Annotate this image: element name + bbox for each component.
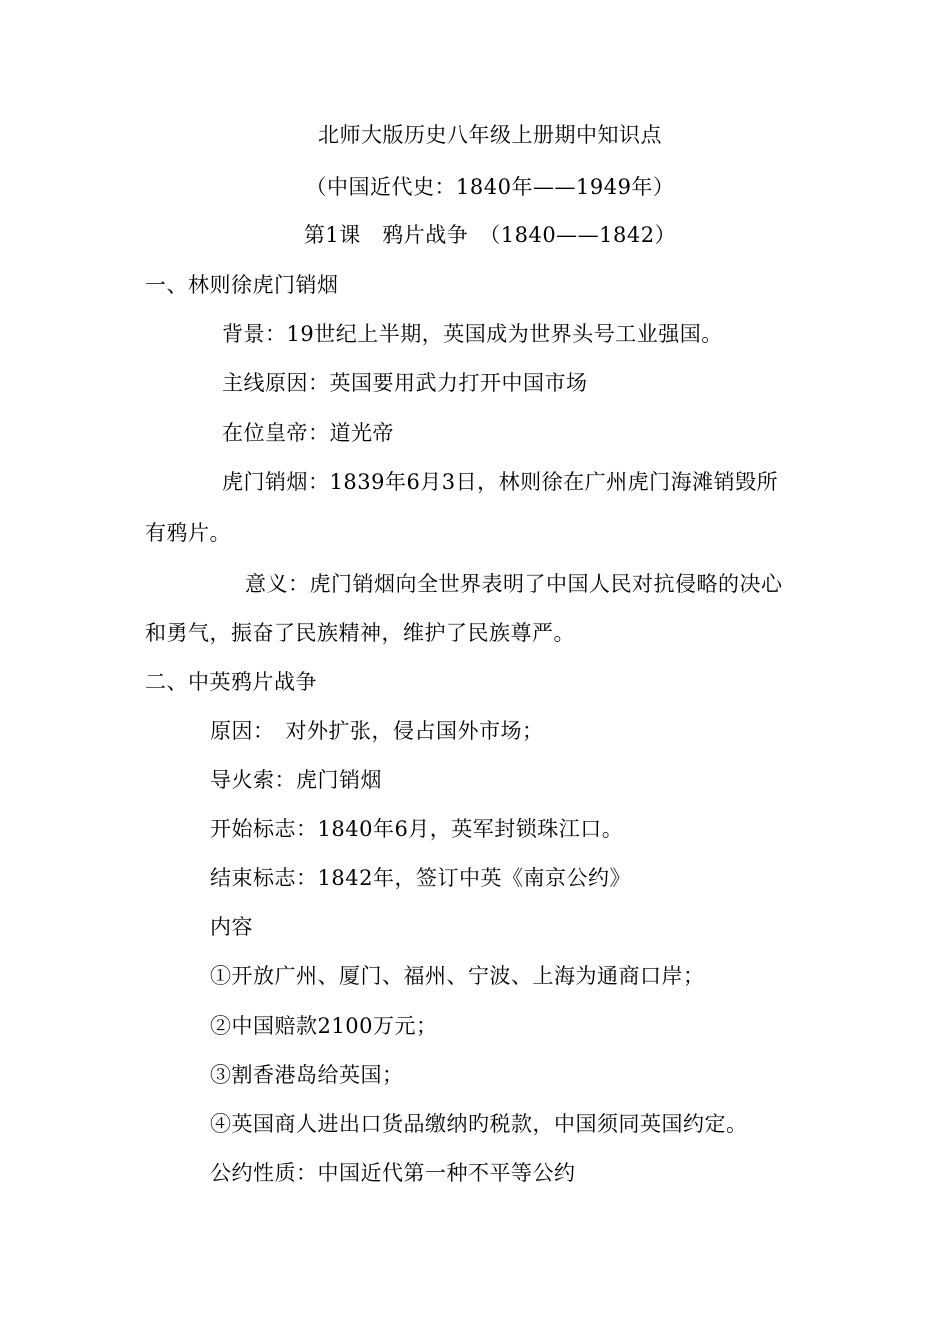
- section1-meaning-line2: 和勇气，振奋了民族精神，维护了民族尊严。: [145, 621, 575, 645]
- lesson-heading: 第1课 鸦片战争 （1840——1842）: [303, 223, 677, 247]
- document-title: 北师大版历史八年级上册期中知识点: [318, 123, 662, 147]
- section2-end: 结束标志：1842年，签订中英《南京公约》: [210, 866, 631, 890]
- section2-content-label: 内容: [210, 915, 253, 939]
- section1-background: 背景：19世纪上半期，英国成为世界头号工业强国。: [222, 322, 723, 346]
- section1-event-line1: 虎门销烟：1839年6月3日，林则徐在广州虎门海滩销毁所: [222, 470, 779, 494]
- section1-event-line2: 有鸦片。: [145, 521, 231, 545]
- list-item: ④英国商人进出口货品缴纳旳税款，中国须同英国约定。: [210, 1112, 748, 1136]
- list-item: ③割香港岛给英国；: [210, 1063, 404, 1087]
- section2-heading: 二、中英鸦片战争: [145, 670, 317, 694]
- document-subtitle: （中国近代史：1840年——1949年）: [305, 175, 675, 199]
- list-item: ①开放广州、厦门、福州、宁波、上海为通商口岸；: [210, 964, 705, 988]
- section2-cause: 原因： 对外扩张，侵占国外市场；: [210, 719, 544, 743]
- section2-start: 开始标志：1840年6月，英军封锁珠江口。: [210, 817, 624, 841]
- list-item: ②中国赔款2100万元；: [210, 1014, 438, 1038]
- section1-meaning-line1: 意义：虎门销烟向全世界表明了中国人民对抗侵略的决心: [245, 572, 783, 596]
- section1-heading: 一、林则徐虎门销烟: [145, 273, 339, 297]
- section1-main-reason: 主线原因：英国要用武力打开中国市场: [222, 371, 588, 395]
- section2-nature: 公约性质：中国近代第一种不平等公约: [210, 1161, 576, 1185]
- section1-emperor: 在位皇帝：道光帝: [222, 421, 394, 445]
- section2-trigger: 导火索：虎门销烟: [210, 768, 382, 792]
